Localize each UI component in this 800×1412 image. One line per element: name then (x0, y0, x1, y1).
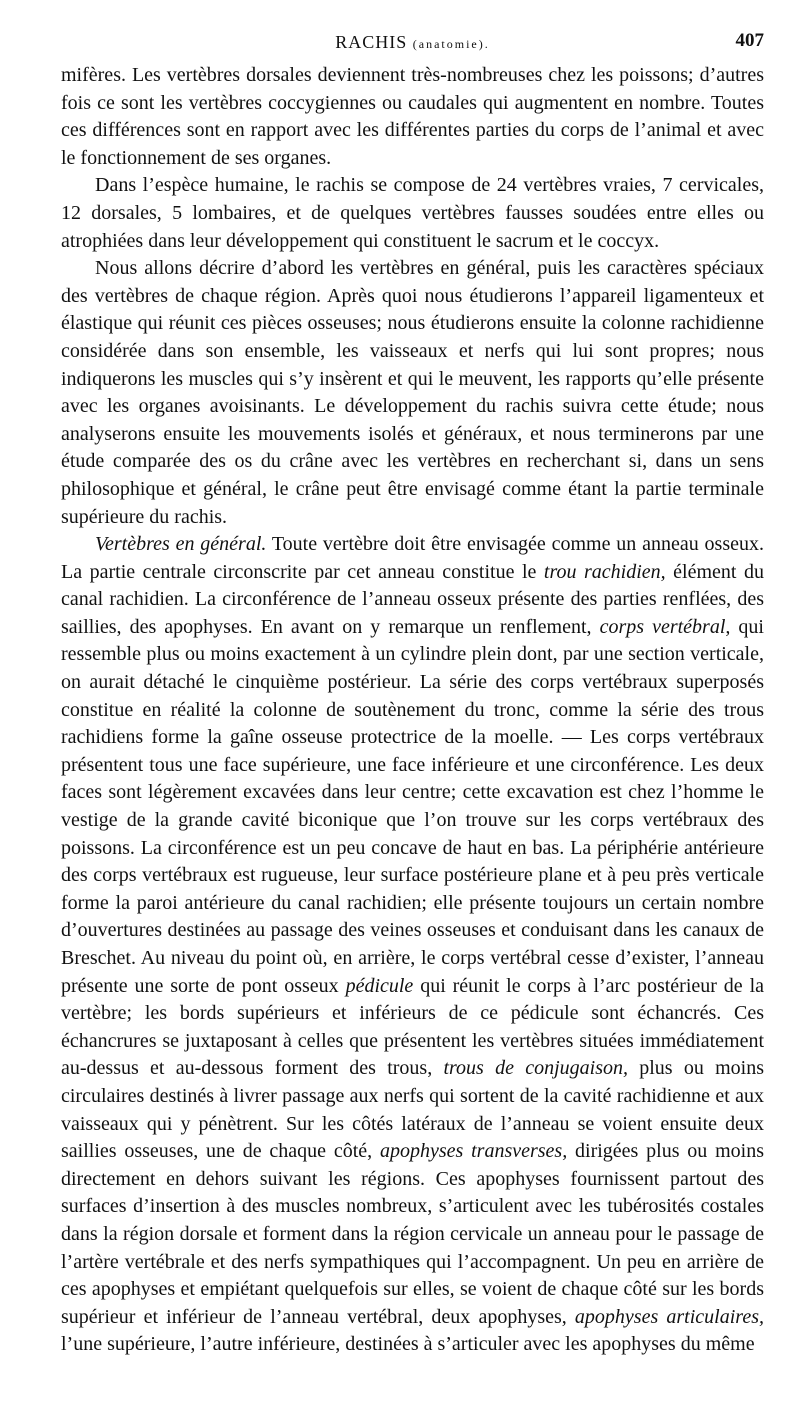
text-run: Dans l’espèce humaine, le rachis se compose de 24 vertèbres vraies, 7 cervicales, 12 dorsales, 5 lombaires, et de quelques vertèbres fausses soudées entre elles ou atrophiées dans leur développement qui constituent le sacrum et le coccyx. (61, 174, 764, 252)
running-head (61, 28, 764, 62)
paragraph-4 (61, 531, 764, 1359)
text-run: l’une supérieure, l’autre inférieure, destinées à s’articuler avec les apophyses du même (61, 1333, 755, 1356)
text-run: mifères. Les vertèbres dorsales deviennent très-nombreuses chez les poissons; d’autres fois ce sont les vertèbres coccygiennes ou caudales qui augmentent en nombre. Toutes ces différences sont en rapport avec les différentes parties du corps de l’animal et avec le fonctionnement de ses organes. (61, 64, 764, 169)
paragraph-2 (61, 172, 764, 255)
italic-term: trous de conjugaison, (443, 1057, 628, 1080)
text-run: Toute vertèbre doit être envisagée comme un anneau osseux. La partie centrale circonscrite par cet anneau constitue le (61, 533, 765, 583)
text-run: Nous allons décrire d’abord les vertèbres en général, puis les caractères spéciaux des vertèbres de chaque région. Après quoi nous étudierons l’appareil ligamenteux et élastique qui réunit ces pièces osseuses; nous étudierons ensuite la colonne rachidienne considérée dans son ensemble, les vaisseaux et nerfs qui lui sont propres; nous indiquerons les muscles qui s’y insèrent et qui le meuvent, les rapports qu’elle présente avec les organes avoisinants. Le développement du rachis suivra cette étude; nous analyserons ensuite les mouvements isolés et généraux, et nous terminerons par une étude comparée des os du crâne avec les vertèbres en recherchant si, dans un sens philosophique et général, le crâne peut être envisagé comme étant la partie terminale supérieure du rachis. (61, 257, 764, 528)
italic-term: apophyses transverses, (379, 1140, 568, 1163)
text-run: qui réunit le corps à l’arc postérieur de la vertèbre; les bords supérieurs et inférieurs de ce pédicule sont échancrés. Ces échancrures se juxtaposant à celles que présentent les vertèbres situées immédiatement au-dessus et au-dessous forment des trous, (61, 974, 765, 1080)
running-title-subtitle: (anatomie). (412, 37, 490, 51)
paragraph-3 (61, 255, 764, 531)
text-run: plus ou moins circulaires destinés à livrer passage aux nerfs qui sortent de la cavité rachidienne et aux vaisseaux qui y pénètrent. Sur les côtés latéraux de l’anneau se voient ensuite deux saillies osseuses, une de chaque côté, (61, 1057, 764, 1163)
body-text (61, 62, 764, 1359)
italic-term: Vertèbres en général. (95, 533, 267, 556)
running-title-main: RACHIS (335, 32, 408, 52)
running-title (61, 32, 764, 53)
text-run: qui ressemble plus ou moins exactement à un cylindre plein dont, par une section verticale, on aurait détaché le cinquième postérieur. La série des corps vertébraux superposés constitue en réalité la colonne de soutènement du tronc, comme la série des trous rachidiens forme la gaîne osseuse protectrice de la moelle. — Les corps vertébraux présentent tous une face supérieure, une face inférieure et une circonférence. Les deux faces sont légèrement excavées dans leur centre; cette excavation est chez l’homme le vestige de la grande cavité biconique que l’on trouve sur les corps vertébraux des poissons. La circonférence est un peu concave de haut en bas. La périphérie antérieure des corps vertébraux est rugueuse, leur surface postérieure plane et à peu près verticale forme la paroi antérieure du canal rachidien; elle présente toujours un certain nombre d’ouvertures destinées au passage des veines osseuses et conduisant dans les canaux de Breschet. Au niveau du point où, en arrière, le corps vertébral cesse d’exister, l’anneau présente une sorte de pont osseux (61, 615, 764, 997)
text-run: dirigées plus ou moins directement en dehors suivant les régions. Ces apophyses fournissent partout des surfaces d’insertion à des muscles nombreux, s’articulent avec les tubérosités costales dans la région dorsale et forment dans la région cervicale un anneau pour le passage de l’artère vertébrale et des nerfs sympathiques qui l’accompagnent. Un peu en arrière de ces apophyses et empiétant quelquefois sur elles, se voient de chaque côté sur les bords supérieur et inférieur de l’anneau vertébral, deux apophyses, (61, 1140, 764, 1328)
paragraph-1 (61, 62, 764, 172)
italic-term: corps vertébral, (599, 615, 731, 638)
italic-term: pédicule (345, 974, 414, 997)
page-number: 407 (735, 30, 764, 51)
italic-term: trou rachidien, (543, 560, 666, 583)
text-run: élément du canal rachidien. La circonférence de l’anneau osseux présente des parties renflées, des saillies, des apophyses. En avant on y remarque un renflement, (61, 560, 764, 638)
italic-term: apophyses articulaires, (574, 1305, 764, 1328)
